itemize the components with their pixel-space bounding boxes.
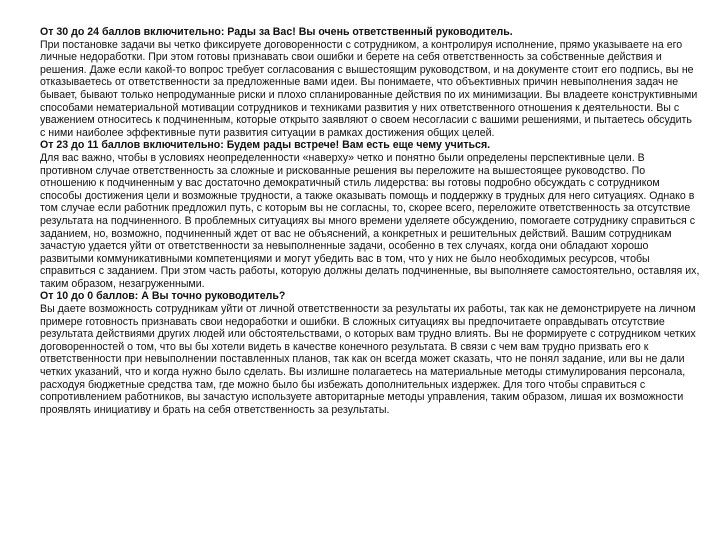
section-heading: От 23 до 11 баллов включительно: Будем рады встрече! Вам есть еще чему учиться. [40,139,491,152]
section-text: Для вас важно, чтобы в условиях неопределенности «наверху» четко и понятно были определены перспективные цели. В противном случае ответственность за сложные и рискованные решения вы переложите на вышестоящее руководство. По отношению к подчиненным у вас достаточно демократичный стиль лидерства: вы готовы подробно обсуждать с сотрудником способы достижения цели и возможные трудности, а также оказывать помощь и поддержку в трудных для него ситуациях. Однако в том случае если работник предложил путь, с которым вы не согласны, то, скорее всего, переложите ответственность за отсутствие результата на подчиненного. В проблемных ситуациях вы много времени уделяете обсуждению, помогаете сотруднику справиться с заданием, но, возможно, подчиненный ждет от вас не объяснений, а конкретных и решительных действий. Вашим сотрудникам зачастую удается уйти от ответственности за невыполненные задачи, особенно в тех случаях, когда они обладают хорошо развитыми коммуникативными компетенциями и могут убедить вас в том, что у них не было необходимых ресурсов, чтобы справиться с заданием. При этом часть работы, которую должны делать подчиненные, вы выполняете самостоятельно, оставляя их, таким образом, незагруженными. [40,151,700,290]
section-low-score [40,290,700,416]
section-mid-score [40,139,700,290]
section-text: Вы даете возможность сотрудникам уйти от личной ответственности за результаты их работы, так как не демонстрируете на личном примере готовность признавать свои недоработки и ошибки. В сложных ситуациях вы предпочитаете оправдывать отсутствие результата действиями других людей или обстоятельствами, о которых вам трудно влиять. Вы не формируете с сотрудником четких договоренностей о том, что вы бы хотели видеть в качестве конечного результата. В связи с чем вам трудно призвать его к ответственности при невыполнении поставленных планов, так как он всегда может сказать, что не понял задание, или вы не дали четких указаний, что и когда нужно было сделать. Вы излишне полагаетесь на материальные методы стимулирования персонала, расходуя бюджетные средства там, где можно было бы избежать дополнительных издержек. Для того чтобы справиться с сопротивлением работников, вы зачастую используете авторитарные методы управления, таким образом, лишая их возможности проявлять инициативу и брать на себя ответственность за результаты. [40,303,696,416]
section-text: При постановке задачи вы четко фиксируете договоренности с сотрудником, а контролируя исполнение, прямо указываете на его личные недоработки. При этом готовы признавать свои ошибки и берете на себя ответственность за собственные действия и решения. Даже если какой-то вопрос требует согласования с вышестоящим руководством, и на документе стоит его подпись, вы не отказываетесь от ответственности за предложенные вами идеи. Вы понимаете, что объективных причин невыполнения задач не бывает, бывают только непродуманные риски и плохо спланированные действия по их минимизации. Вы владеете конструктивными способами нематериальной мотивации сотрудников и техниками развития у них ответственного отношения к деятельности. Вы с уважением относитесь к подчиненным, которые открыто заявляют о своем несогласии с вашими решениями, и пытаетесь обсудить с ними наиболее эффективные пути развития ситуации в рамках достижения общих целей. [40,38,698,139]
section-heading: От 10 до 0 баллов: А Вы точно руководитель? [40,290,286,303]
section-high-score [40,26,700,139]
document-page [40,26,700,416]
section-heading: От 30 до 24 баллов включительно: Рады за Вас! Вы очень ответственный руководитель. [40,26,513,38]
